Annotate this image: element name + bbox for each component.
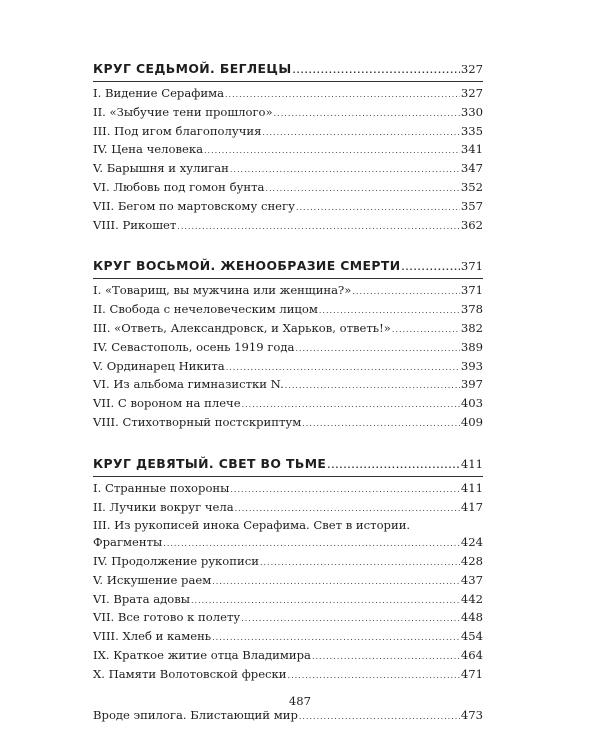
leader-dots — [265, 181, 459, 198]
entry-title: VIII. Стихотворный постскриптум — [93, 414, 302, 429]
page-number: 437 — [460, 572, 483, 587]
entry-title: III. «Ответь, Александровск, и Харьков, ответь!» — [93, 320, 391, 335]
toc-entry — [93, 572, 483, 591]
page-number: 389 — [460, 339, 483, 354]
page-number: 393 — [460, 358, 483, 373]
entry-title: VII. Все готово к полету — [93, 610, 241, 625]
toc-entry — [93, 591, 483, 610]
toc-entry — [93, 414, 483, 433]
leader-dots — [352, 284, 459, 301]
entry-title-line: III. Из рукописей инока Серафима. Свет в истории. — [93, 518, 411, 533]
entry-title: I. «Товарищ, вы мужчина или женщина?» — [93, 283, 352, 298]
entry-title: II. Свобода с нечеловеческим лицом — [93, 302, 318, 317]
page-number: 341 — [460, 142, 483, 157]
entry-title: IX. Краткое житие отца Владимира — [93, 647, 311, 662]
leader-dots — [242, 397, 460, 414]
toc-section — [93, 455, 483, 685]
page-number: 454 — [460, 629, 483, 644]
leader-dots — [327, 457, 460, 474]
entry-title-continuation: Фрагменты — [93, 535, 163, 550]
section-rule — [93, 278, 483, 279]
page-number: 335 — [460, 123, 483, 138]
leader-dots — [225, 87, 460, 104]
entry-title: X. Памяти Волотовской фрески — [93, 666, 287, 681]
leader-dots — [191, 593, 460, 610]
toc-entry — [93, 628, 483, 647]
page-number: 471 — [460, 666, 483, 681]
leader-dots — [299, 709, 460, 726]
toc-entry — [93, 707, 483, 726]
entry-title: VIII. Рикошет — [93, 217, 177, 232]
leader-dots — [288, 668, 460, 685]
leader-dots — [260, 555, 460, 572]
leader-dots — [177, 219, 460, 236]
page-number: 403 — [460, 396, 483, 411]
toc-entry — [93, 395, 483, 414]
toc-entry — [93, 320, 483, 339]
entry-title: VI. Из альбома гимназистки N. — [93, 377, 284, 392]
toc-entry — [93, 141, 483, 160]
entry-title: I. Видение Серафима — [93, 86, 224, 100]
toc-entry — [93, 217, 483, 236]
entry-title: Вроде эпилога. Блистающий мир — [93, 707, 298, 722]
page-number: 411 — [460, 456, 483, 471]
toc-section — [93, 60, 483, 235]
leader-dots — [262, 125, 459, 142]
leader-dots — [163, 536, 460, 553]
page-number: 327 — [460, 62, 483, 76]
toc-entry — [93, 301, 483, 320]
entry-title: V. Барышня и хулиган — [93, 161, 229, 176]
leader-dots — [204, 143, 460, 160]
leader-dots — [312, 649, 460, 666]
entry-title: IV. Цена человека — [93, 142, 204, 157]
page-number: 397 — [460, 377, 483, 392]
page-number: 378 — [460, 302, 483, 317]
page-number: 371 — [460, 283, 483, 298]
leader-dots — [319, 303, 460, 320]
toc-section-heading — [93, 257, 483, 276]
section-title: КРУГ СЕДЬМОЙ. БЕГЛЕЦЫ — [93, 61, 292, 76]
toc-entry — [93, 123, 483, 142]
toc-entry — [93, 85, 483, 104]
entry-title: VI. Любовь под гомон бунта — [93, 179, 265, 194]
toc-entry — [93, 534, 483, 553]
section-title: КРУГ ДЕВЯТЫЙ. СВЕТ ВО ТЬМЕ — [93, 455, 327, 471]
toc-entry — [93, 499, 483, 518]
toc-section-heading — [93, 60, 483, 79]
leader-dots — [212, 574, 460, 591]
section-title: КРУГ ВОСЬМОЙ. ЖЕНООБРАЗИЕ СМЕРТИ — [93, 258, 401, 274]
toc-entry — [93, 609, 483, 628]
toc-entry — [93, 282, 483, 301]
page-number: 417 — [460, 499, 483, 514]
page-number: 428 — [460, 553, 483, 568]
section-rule — [93, 81, 483, 82]
leader-dots — [296, 200, 460, 217]
leader-dots — [212, 630, 460, 647]
entry-title: VII. С вороном на плече — [93, 396, 241, 411]
leader-dots — [401, 259, 459, 276]
toc-entry — [93, 358, 483, 377]
toc-entry — [93, 160, 483, 179]
toc-entry — [93, 553, 483, 572]
page-number: 464 — [460, 647, 483, 662]
page-number: 357 — [460, 198, 483, 213]
entry-title: II. «Зыбучие тени прошлого» — [93, 104, 273, 119]
page-number: 409 — [460, 414, 483, 429]
entry-title: V. Ординарец Никита — [93, 358, 225, 373]
entry-title: I. Странные похороны — [93, 480, 230, 495]
page-number: 382 — [460, 320, 483, 335]
toc-entry — [93, 104, 483, 123]
toc-entry — [93, 339, 483, 358]
section-rule — [93, 476, 483, 477]
entry-title: V. Искушение раем — [93, 572, 212, 587]
table-of-contents — [93, 60, 483, 725]
toc-entry — [93, 480, 483, 499]
page-number: 327 — [460, 86, 483, 100]
page-number: 371 — [460, 259, 483, 274]
leader-dots — [274, 106, 460, 123]
page-number: 347 — [460, 161, 483, 176]
toc-entry — [93, 179, 483, 198]
entry-title: VII. Бегом по мартовскому снегу — [93, 198, 295, 213]
leader-dots — [230, 482, 459, 499]
leader-dots — [295, 341, 459, 358]
toc-entry — [93, 647, 483, 666]
page-number: 473 — [460, 707, 483, 722]
toc-section-epilogue — [93, 707, 483, 726]
leader-dots — [235, 501, 460, 518]
page-number: 424 — [460, 535, 483, 550]
leader-dots — [226, 360, 460, 377]
page-number: 352 — [460, 179, 483, 194]
toc-entry — [93, 666, 483, 685]
entry-title: VI. Врата адовы — [93, 591, 190, 606]
entry-title: IV. Продолжение рукописи — [93, 553, 259, 568]
page-number: 362 — [460, 217, 483, 232]
leader-dots — [230, 162, 460, 179]
toc-entry — [93, 198, 483, 217]
page-number: 330 — [460, 104, 483, 119]
toc-section-heading — [93, 455, 483, 474]
entry-title: IV. Севастополь, осень 1919 года — [93, 339, 295, 354]
leader-dots — [285, 378, 460, 395]
leader-dots — [293, 62, 460, 79]
toc-section — [93, 257, 483, 432]
leader-dots — [302, 416, 460, 433]
entry-title: VIII. Хлеб и камень — [93, 629, 212, 644]
page-number: 411 — [460, 480, 483, 495]
folio-page-number: 487 — [288, 694, 312, 708]
page-number: 448 — [460, 610, 483, 625]
leader-dots — [241, 611, 460, 628]
page-number: 442 — [460, 591, 483, 606]
entry-title: III. Под игом благополучия — [93, 123, 262, 138]
entry-title: II. Лучики вокруг чела — [93, 499, 234, 514]
leader-dots — [392, 322, 460, 339]
toc-entry — [93, 376, 483, 395]
